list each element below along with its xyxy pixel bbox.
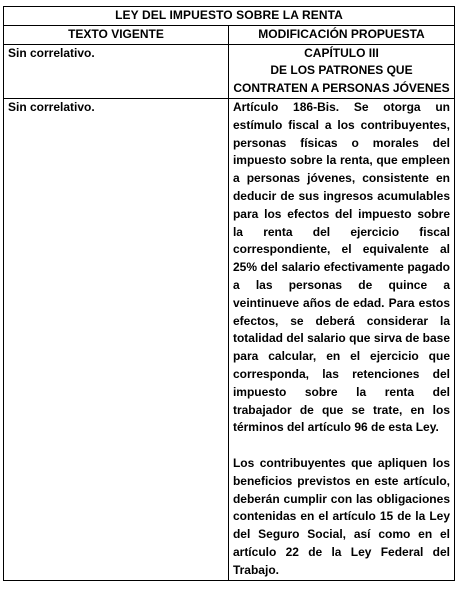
article-paragraph-2: Los contribuyentes que apliquen los beneficios previstos en este artículo, deberán cumplir con las obligaciones contenidas en el artículo 15 de la Ley del Seguro Social, así como en el artículo 22 de la Ley Federal del Trabajo. [232, 455, 450, 577]
article-paragraph-1: Artículo 186-Bis. Se otorga un estímulo fiscal a los contribuyentes, personas físicas o morales del impuesto sobre la renta, que empleen a personas jóvenes, consistente en deducir de sus ingresos acumulables para los efectos del impuesto sobre la renta del ejercicio fiscal correspondiente, el equivalente al 25% del salario efectivamente pagado a las personas de quince a veintinueve años de edad. Para estos efectos, se deberá considerar la totalidad del salario que sirva de base para calcular, en el ejercicio que corresponda, las retenciones del impuesto sobre la renta del trabajador de que se trate, en los términos del artículo 96 de esta Ley. [232, 99, 450, 435]
comparison-table [3, 6, 455, 581]
header-texto-vigente: TEXTO VIGENTE [4, 25, 229, 44]
header-modificacion-propuesta: MODIFICACIÓN PROPUESTA [228, 25, 454, 44]
table-row [4, 44, 455, 98]
row-2-proposed-text [228, 98, 454, 580]
chapter-number: CAPÍTULO III [304, 45, 379, 60]
table-row [4, 98, 455, 580]
chapter-title-line-1: DE LOS PATRONES QUE [270, 63, 413, 78]
row-1-current-text: Sin correlativo. [4, 44, 229, 98]
table-header-row [4, 25, 455, 44]
row-2-current-text: Sin correlativo. [4, 98, 229, 580]
table-title-row [4, 7, 455, 26]
paragraph-spacer [233, 437, 450, 455]
table-title: LEY DEL IMPUESTO SOBRE LA RENTA [4, 7, 455, 26]
row-1-proposed-text [228, 44, 454, 98]
chapter-title-line-2: CONTRATEN A PERSONAS JÓVENES [233, 81, 450, 96]
